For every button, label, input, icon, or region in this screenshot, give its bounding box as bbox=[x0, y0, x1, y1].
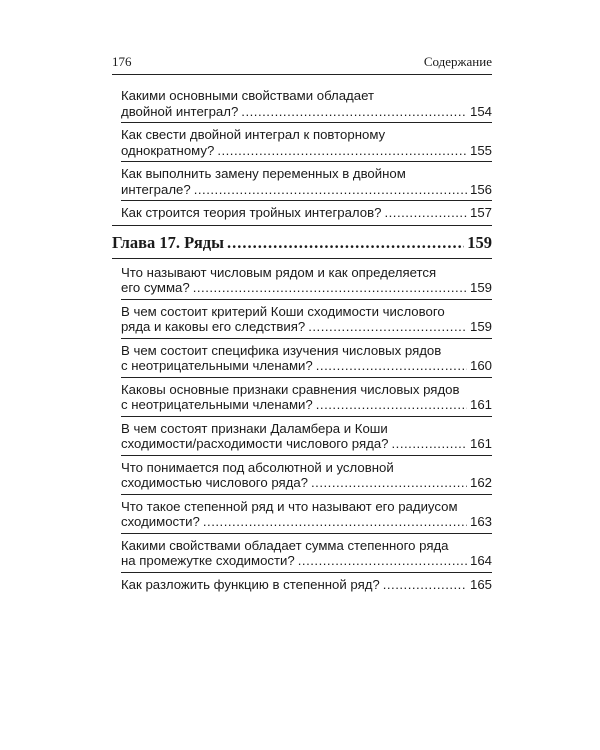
leader-dots bbox=[203, 514, 467, 530]
chapter-heading[interactable] bbox=[112, 232, 492, 254]
toc-entry-page: 159 bbox=[469, 319, 492, 334]
toc-entry[interactable] bbox=[112, 382, 492, 413]
leader-dots bbox=[227, 232, 464, 254]
toc-entry-text: с неотрицательными членами? bbox=[121, 358, 313, 373]
toc-entry-text: сходимости? bbox=[121, 514, 200, 529]
leader-dots bbox=[316, 397, 467, 413]
page-number: 176 bbox=[112, 54, 132, 69]
toc-entry[interactable] bbox=[112, 166, 492, 197]
toc-entry[interactable] bbox=[112, 460, 492, 491]
toc-entry[interactable] bbox=[112, 127, 492, 158]
toc-entry-text: Что называют числовым рядом и как определяется bbox=[121, 264, 437, 280]
toc-entry-last-line bbox=[121, 143, 492, 159]
leader-dots bbox=[298, 553, 467, 569]
toc-entry-page: 164 bbox=[469, 553, 492, 568]
toc-entry-last-line bbox=[121, 475, 492, 491]
toc-entry[interactable] bbox=[112, 577, 492, 593]
section-title: Содержание bbox=[423, 54, 492, 69]
toc-entry-page: 161 bbox=[469, 397, 492, 412]
toc-entry[interactable] bbox=[112, 421, 492, 452]
chapter-page: 159 bbox=[467, 232, 492, 252]
toc-entry-page: 161 bbox=[469, 436, 492, 451]
toc-entry-last-line bbox=[121, 205, 492, 221]
leader-dots bbox=[193, 280, 467, 296]
toc-entry-text: на промежутке сходимости? bbox=[121, 553, 295, 568]
table-of-contents bbox=[112, 88, 492, 592]
toc-entry-text: Что такое степенной ряд и что называют его радиусом bbox=[121, 498, 458, 514]
entry-separator bbox=[121, 533, 492, 534]
leader-dots bbox=[383, 577, 467, 593]
toc-entry[interactable] bbox=[112, 538, 492, 569]
leader-dots bbox=[217, 143, 467, 159]
header-rule bbox=[112, 74, 492, 75]
leader-dots bbox=[241, 104, 467, 120]
toc-entry-text: Как разложить функцию в степенной ряд? bbox=[121, 576, 380, 592]
toc-entry[interactable] bbox=[112, 205, 492, 221]
entry-separator bbox=[121, 161, 492, 162]
entry-separator bbox=[121, 299, 492, 300]
toc-entry[interactable] bbox=[112, 343, 492, 374]
toc-entry[interactable] bbox=[112, 499, 492, 530]
toc-entry-last-line bbox=[121, 397, 492, 413]
toc-entry-page: 163 bbox=[469, 514, 492, 529]
toc-entry-page: 156 bbox=[469, 181, 492, 197]
running-header bbox=[112, 54, 492, 76]
entry-separator bbox=[121, 377, 492, 378]
chapter-separator-bottom bbox=[112, 258, 492, 259]
toc-entry-last-line bbox=[121, 319, 492, 335]
entry-separator bbox=[121, 338, 492, 339]
toc-entry[interactable] bbox=[112, 265, 492, 296]
toc-entry-page: 159 bbox=[469, 280, 492, 295]
toc-entry-text: его сумма? bbox=[121, 280, 190, 295]
entry-separator bbox=[121, 200, 492, 201]
leader-dots bbox=[308, 319, 467, 335]
leader-dots bbox=[316, 358, 467, 374]
entry-separator bbox=[121, 494, 492, 495]
toc-entry-text: Как свести двойной интеграл к повторному bbox=[121, 127, 386, 142]
toc-entry[interactable] bbox=[112, 88, 492, 119]
toc-entry-text: Как строится теория тройных интегралов? bbox=[121, 205, 382, 220]
toc-entry-text: Что понимается под абсолютной и условной bbox=[121, 459, 394, 475]
toc-entry-text: интеграле? bbox=[121, 181, 191, 197]
toc-entry-last-line bbox=[121, 104, 492, 120]
entry-separator bbox=[121, 455, 492, 456]
toc-entry-last-line bbox=[121, 436, 492, 452]
toc-entries-top bbox=[112, 88, 492, 221]
toc-entry-text: В чем состоят признаки Даламбера и Коши bbox=[121, 420, 388, 436]
toc-entry-text: ряда и каковы его следствия? bbox=[121, 319, 306, 334]
toc-entry-text: сходимостью числового ряда? bbox=[121, 475, 309, 490]
leader-dots bbox=[311, 475, 467, 491]
toc-entry-text: Какими основными свойствами обладает bbox=[121, 88, 375, 103]
leader-dots bbox=[384, 205, 467, 221]
toc-entry-page: 157 bbox=[469, 205, 492, 220]
entry-separator bbox=[121, 416, 492, 417]
chapter-separator-top bbox=[112, 225, 492, 226]
toc-entry-text: сходимости/расходимости числового ряда? bbox=[121, 436, 389, 451]
toc-entry-text: двойной интеграл? bbox=[121, 103, 239, 119]
entry-separator bbox=[121, 572, 492, 573]
chapter-title: Глава 17. Ряды bbox=[112, 232, 224, 252]
toc-entry-last-line bbox=[121, 514, 492, 530]
toc-entry-page: 165 bbox=[469, 576, 492, 592]
toc-entry-text: однократному? bbox=[121, 142, 215, 158]
toc-entry-page: 155 bbox=[469, 142, 492, 158]
toc-entry-last-line bbox=[121, 182, 492, 198]
toc-entry-text: Как выполнить замену переменных в двойном bbox=[121, 166, 406, 181]
leader-dots bbox=[194, 182, 467, 198]
toc-entry-last-line bbox=[121, 280, 492, 296]
toc-entry-text: с неотрицательными членами? bbox=[121, 397, 313, 412]
toc-entry-last-line bbox=[121, 358, 492, 374]
toc-entries-bottom bbox=[112, 265, 492, 593]
entry-separator bbox=[121, 122, 492, 123]
toc-entry-page: 160 bbox=[469, 358, 492, 373]
toc-entry-text: Какими свойствами обладает сумма степенного ряда bbox=[121, 537, 449, 553]
toc-entry[interactable] bbox=[112, 304, 492, 335]
toc-entry-page: 162 bbox=[469, 475, 492, 490]
toc-entry-page: 154 bbox=[469, 103, 492, 119]
leader-dots bbox=[392, 436, 467, 452]
toc-entry-text: В чем состоит специфика изучения числовых рядов bbox=[121, 342, 442, 358]
toc-entry-last-line bbox=[121, 553, 492, 569]
toc-entry-last-line bbox=[121, 577, 492, 593]
toc-entry-text: В чем состоит критерий Коши сходимости числового bbox=[121, 303, 445, 319]
toc-entry-text: Каковы основные признаки сравнения числовых рядов bbox=[121, 381, 460, 397]
